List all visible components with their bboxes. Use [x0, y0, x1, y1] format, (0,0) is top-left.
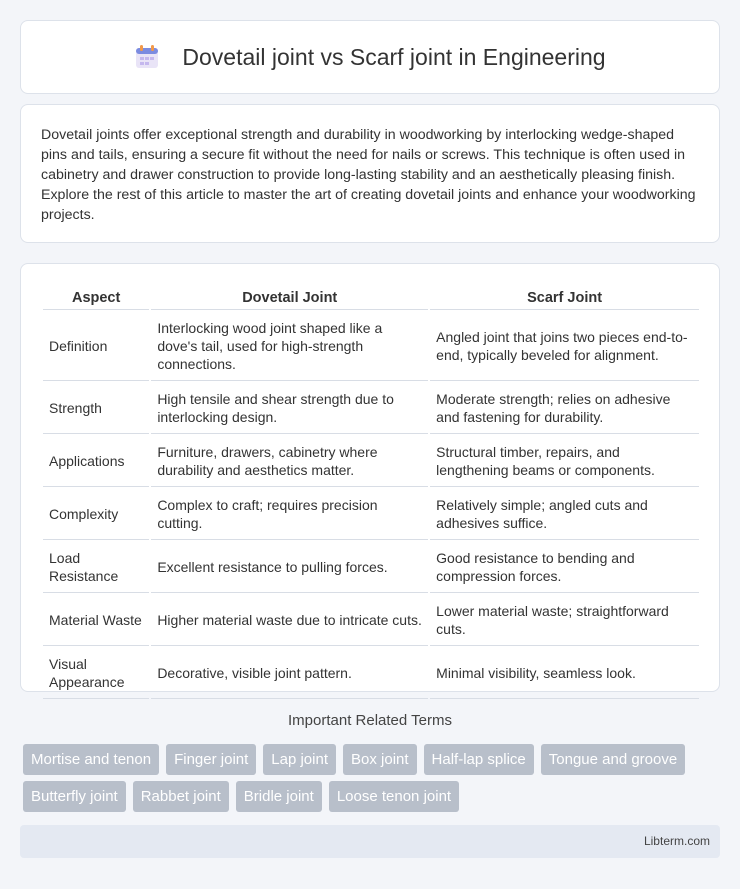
row-scarf: Moderate strength; relies on adhesive and fastening for durability. — [430, 383, 699, 434]
footer-site-link[interactable]: Libterm.com — [643, 834, 710, 848]
row-dovetail: Excellent resistance to pulling forces. — [151, 542, 428, 593]
row-aspect: Load Resistance — [43, 542, 149, 593]
row-aspect: Visual Appearance — [43, 648, 149, 699]
calendar-icon — [134, 44, 160, 70]
row-aspect: Applications — [43, 436, 149, 487]
row-dovetail: Complex to craft; requires precision cutting. — [151, 489, 428, 540]
comparison-table — [41, 284, 701, 701]
related-term-tag[interactable]: Lap joint — [263, 744, 336, 775]
row-scarf: Relatively simple; angled cuts and adhesives suffice. — [430, 489, 699, 540]
table-row — [43, 648, 699, 699]
table-row — [43, 489, 699, 540]
related-term-tag[interactable]: Butterfly joint — [23, 781, 126, 812]
row-dovetail: Furniture, drawers, cabinetry where durability and aesthetics matter. — [151, 436, 428, 487]
table-row — [43, 436, 699, 487]
table-row — [43, 595, 699, 646]
page-title: Dovetail joint vs Scarf joint in Engineering — [182, 43, 606, 70]
row-scarf: Minimal visibility, seamless look. — [430, 648, 699, 699]
related-term-tag[interactable]: Box joint — [343, 744, 417, 775]
related-term-tag[interactable]: Finger joint — [166, 744, 256, 775]
row-scarf: Structural timber, repairs, and lengthening beams or components. — [430, 436, 699, 487]
row-scarf: Good resistance to bending and compression forces. — [430, 542, 699, 593]
intro-card — [20, 104, 720, 243]
related-term-tag[interactable]: Loose tenon joint — [329, 781, 459, 812]
row-dovetail: Higher material waste due to intricate cuts. — [151, 595, 428, 646]
header-aspect: Aspect — [43, 286, 149, 310]
related-terms-title: Important Related Terms — [288, 712, 452, 729]
related-term-tag[interactable]: Half-lap splice — [424, 744, 534, 775]
intro-text: Dovetail joints offer exceptional strength and durability in woodworking by interlocking wedge-shaped pins and tails, ensuring a secure fit without the need for nails or screws. This technique is often used in cabinetry and drawer construction to provide long-lasting stability and an aesthetically pleasing finish. Explore the rest of this article to master the art of creating dovetail joints and enhance your woodworking projects. — [41, 127, 696, 223]
related-term-tag[interactable]: Bridle joint — [236, 781, 322, 812]
related-terms-list — [23, 744, 723, 818]
table-row — [43, 542, 699, 593]
row-dovetail: High tensile and shear strength due to interlocking design. — [151, 383, 428, 434]
row-aspect: Definition — [43, 312, 149, 381]
table-row — [43, 383, 699, 434]
header-dovetail: Dovetail Joint — [151, 286, 428, 310]
comparison-card — [20, 263, 720, 692]
header-scarf: Scarf Joint — [430, 286, 699, 310]
footer — [20, 825, 720, 858]
table-row — [43, 312, 699, 381]
row-scarf: Angled joint that joins two pieces end-to-end, typically beveled for alignment. — [430, 312, 699, 381]
row-scarf: Lower material waste; straightforward cuts. — [430, 595, 699, 646]
related-term-tag[interactable]: Tongue and groove — [541, 744, 685, 775]
title-card — [20, 20, 720, 94]
row-aspect: Material Waste — [43, 595, 149, 646]
row-dovetail: Decorative, visible joint pattern. — [151, 648, 428, 699]
row-aspect: Strength — [43, 383, 149, 434]
row-aspect: Complexity — [43, 489, 149, 540]
row-dovetail: Interlocking wood joint shaped like a dove's tail, used for high-strength connections. — [151, 312, 428, 381]
related-term-tag[interactable]: Rabbet joint — [133, 781, 229, 812]
table-header-row — [43, 286, 699, 310]
related-term-tag[interactable]: Mortise and tenon — [23, 744, 159, 775]
